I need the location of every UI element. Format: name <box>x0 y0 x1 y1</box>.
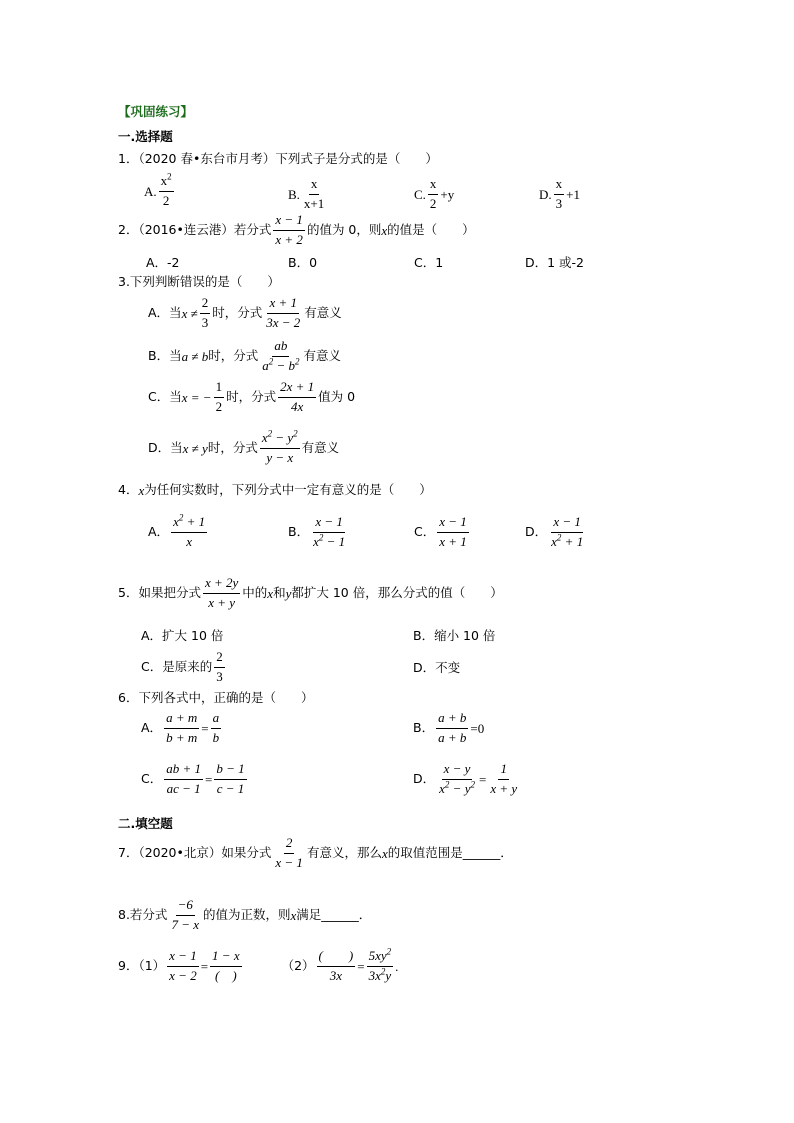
q2-option-d: D．1 或-2 <box>525 255 585 270</box>
q5-option-b: B．缩小 10 倍 <box>413 628 496 643</box>
q2-option-a: A．-2 <box>146 255 180 270</box>
fraction: $\frac{1}{x + y}$ <box>490 761 518 796</box>
fraction: $\frac{x}{2}$ <box>429 176 437 211</box>
fraction: $\frac{5xy^2}{3x^2y}$ <box>368 946 392 983</box>
fraction: $\frac{x + 1}{3x - 2}$ <box>266 295 301 330</box>
part1-title: 一.选择题 <box>118 129 173 144</box>
q6-option-d: D． $\frac{x - y}{x^2 - y^2}$ = $\frac{1}{x + y}$ <box>413 761 518 796</box>
fraction: $\frac{x - y}{x^2 - y^2}$ <box>439 761 475 796</box>
q1-option-c: C. $\frac{x}{2}$ +y <box>414 176 455 211</box>
fraction: $\frac{ab + 1}{ac - 1}$ <box>166 761 202 796</box>
q5-stem: 5．如果把分式 $\frac{x + 2y}{x + y}$ 中的 x 和 y 都扩大 10 倍，那么分式的值（ ） <box>118 575 503 610</box>
q1-stem: 1．（2020 春•东台市月考）下列式子是分式的是（ ） <box>118 151 438 166</box>
part2-title: 二.填空题 <box>118 816 173 831</box>
q3-option-b: B．当 a ≠ b 时，分式 $\frac{ab}{a^2 - b^2}$ 有意义 <box>148 338 342 373</box>
q5-option-c: C．是原来的 $\frac{2}{3}$ <box>141 649 223 684</box>
fraction: $\frac{1 - x}{( )}$ <box>212 948 240 983</box>
q5-option-a: A．扩大 10 倍 <box>141 628 224 643</box>
fraction: $\frac{1}{2}$ <box>215 379 223 414</box>
q1-option-d: D. $\frac{x}{3}$ +1 <box>539 176 580 211</box>
q2-option-c: C．1 <box>414 255 444 270</box>
fraction: $\frac{x^2 + 1}{x}$ <box>173 512 206 549</box>
fraction: $\frac{a + b}{a + b}$ <box>438 710 467 745</box>
fraction: $\frac{x^2 - y^2}{y - x}$ <box>261 428 298 465</box>
q3-option-d: D．当 x ≠ y 时，分式 $\frac{x^2 - y^2}{y - x}$ 有意义 <box>148 428 340 465</box>
q9-stem: 9．（1） $\frac{x - 1}{x - 2}$ = $\frac{1 - x}{( )}$ （2） $\frac{( )}{3x}$ = $\frac{5xy^2}{3x^2y}$ . <box>118 946 399 983</box>
q4-stem: 4． x 为任何实数时，下列分式中一定有意义的是（ ） <box>118 482 432 498</box>
fraction: $\frac{( )}{3x}$ <box>318 948 354 983</box>
q2-stem: 2．（2016•连云港）若分式 $\frac{x - 1}{x + 2}$ 的值为 0，则 x 的值是（ ） <box>118 212 475 247</box>
q8-stem: 8.若分式 $\frac{-6}{7 - x}$ 的值为正数，则 x 满足______． <box>118 897 372 932</box>
q4-option-c: C． $\frac{x - 1}{x + 1}$ <box>414 514 467 549</box>
fraction: $\frac{x - 1}{x^2 + 1}$ <box>551 514 584 549</box>
fraction: $\frac{2}{3}$ <box>216 649 223 684</box>
q4-option-d: D． $\frac{x - 1}{x^2 + 1}$ <box>525 514 584 549</box>
fraction: $\frac{x - 1}{x^2 - 1}$ <box>313 514 346 549</box>
fraction: $\frac{a + m}{b + m}$ <box>166 710 198 745</box>
fraction: $\frac{x - 1}{x - 2}$ <box>169 948 197 983</box>
q1-option-b: B. $\frac{x}{x+1}$ <box>288 176 325 211</box>
q4-option-a: A． $\frac{x^2 + 1}{x}$ <box>148 512 206 549</box>
q1-option-a: A. $\frac{x^2}{2}$ <box>144 171 172 208</box>
fraction: $\frac{2}{3}$ <box>201 295 209 330</box>
q6-option-b: B． $\frac{a + b}{a + b}$ = 0 <box>413 710 485 745</box>
q6-option-c: C． $\frac{ab + 1}{ac - 1}$ = $\frac{b - 1}{c - 1}$ <box>141 761 245 796</box>
fraction: $\frac{x - 1}{x + 1}$ <box>439 514 467 549</box>
fraction: $\frac{a}{b}$ <box>212 710 220 745</box>
fraction: $\frac{b - 1}{c - 1}$ <box>216 761 245 796</box>
q7-stem: 7．（2020•北京）如果分式 $\frac{2}{x - 1}$ 有意义，那么 x 的取值范围是______． <box>118 835 513 870</box>
q6-stem: 6．下列各式中，正确的是（ ） <box>118 690 314 705</box>
q4-option-b: B． $\frac{x - 1}{x^2 - 1}$ <box>288 514 346 549</box>
fraction: $\frac{x + 2y}{x + y}$ <box>204 575 239 610</box>
fraction: $\frac{2}{x - 1}$ <box>275 835 303 870</box>
section-title: 【巩固练习】 <box>118 104 194 119</box>
fraction: $\frac{ab}{a^2 - b^2}$ <box>262 338 300 373</box>
q2-option-b: B．0 <box>288 255 318 270</box>
q6-option-a: A． $\frac{a + m}{b + m}$ = $\frac{a}{b}$ <box>141 710 220 745</box>
fraction: $\frac{-6}{7 - x}$ <box>171 897 199 932</box>
fraction: $\frac{x}{x+1}$ <box>303 176 325 211</box>
q5-option-d: D．不变 <box>413 660 461 675</box>
q3-stem: 3.下列判断错误的是（ ） <box>118 274 280 289</box>
fraction: $\frac{x}{3}$ <box>555 176 563 211</box>
fraction: $\frac{2x + 1}{4x}$ <box>280 379 315 414</box>
fraction: $\frac{x^2}{2}$ <box>160 171 172 208</box>
fraction: $\frac{x - 1}{x + 2}$ <box>275 212 303 247</box>
q3-option-c: C．当 x = − $\frac{1}{2}$ 时，分式 $\frac{2x + 1}{4x}$ 值为 0 <box>148 379 356 414</box>
q3-option-a: A．当 x ≠ $\frac{2}{3}$ 时，分式 $\frac{x + 1}{3x - 2}$ 有意义 <box>148 295 342 330</box>
